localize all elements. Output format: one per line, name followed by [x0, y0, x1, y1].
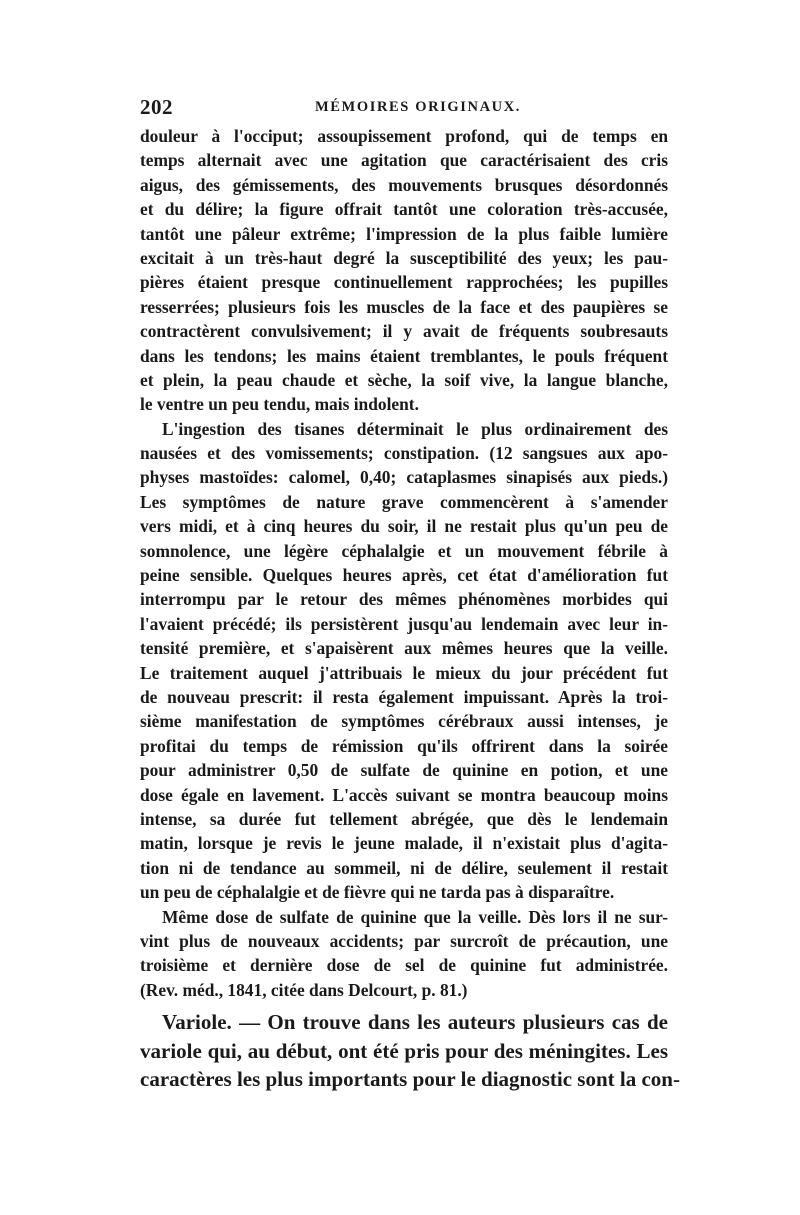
running-head [140, 95, 668, 121]
text-line: pour administrer 0,50 de sulfate de quinine en potion, et une [140, 760, 668, 781]
text-line: l'avaient précédé; ils persistèrent jusqu'au lendemain avec leur in- [140, 613, 668, 634]
section-line: variole qui, au début, ont été pris pour des méningites. Les [140, 1038, 668, 1063]
text-line: pières étaient presque continuellement rapprochées; les pupilles [140, 272, 668, 293]
section-line: caractères les plus importants pour le diagnostic sont la con- [140, 1067, 680, 1092]
text-line: tion ni de tendance au sommeil, ni de délire, seulement il restait [140, 857, 668, 878]
text-line: dans les tendons; les mains étaient tremblantes, le pouls fréquent [140, 345, 668, 366]
text-line: vint plus de nouveaux accidents; par surcroît de précaution, une [140, 930, 668, 951]
page-number: 202 [140, 95, 173, 119]
text-line: profitai du temps de rémission qu'ils offrirent dans la soirée [140, 735, 668, 756]
text-line: dose égale en lavement. L'accès suivant se montra beaucoup moins [140, 784, 668, 805]
running-title: MÉMOIRES ORIGINAUX. [315, 99, 522, 115]
text-line: le ventre un peu tendu, mais indolent. [140, 394, 419, 415]
paragraph-3 [140, 905, 668, 1003]
text-line: intense, sa durée fut tellement abrégée, que dès le lendemain [140, 808, 668, 829]
section-line: Variole. — On trouve dans les auteurs plusieurs cas de [162, 1010, 668, 1035]
text-line: excitait à un très-haut degré la susceptibilité des yeux; les pau- [140, 247, 668, 268]
text-line: matin, lorsque je revis le jeune malade, il n'existait plus d'agita- [140, 833, 668, 854]
text-line: somnolence, une légère céphalalgie et un mouvement fébrile à [140, 540, 668, 561]
text-line: peine sensible. Quelques heures après, cet état d'amélioration fut [140, 565, 668, 586]
text-line: sième manifestation de symptômes cérébraux aussi intenses, je [140, 711, 668, 732]
text-line: aigus, des gémissements, des mouvements brusques désordonnés [140, 174, 668, 195]
text-line: troisième et dernière dose de sel de quinine fut administrée. [140, 955, 668, 976]
text-line: et plein, la peau chaude et sèche, la soif vive, la langue blanche, [140, 369, 668, 390]
text-line: interrompu par le retour des mêmes phénomènes morbides qui [140, 589, 668, 610]
text-line: vers midi, et à cinq heures du soir, il ne restait plus qu'un peu de [140, 516, 668, 537]
text-line: physes mastoïdes: calomel, 0,40; cataplasmes sinapisés aux pieds.) [140, 467, 668, 488]
paragraph-1 [140, 124, 668, 417]
text-line: contractèrent convulsivement; il y avait de fréquents soubresauts [140, 321, 668, 342]
paragraph-2 [140, 417, 668, 905]
text-line: tantôt une pâleur extrême; l'impression de la plus faible lumière [140, 223, 668, 244]
text-line: Même dose de sulfate de quinine que la veille. Dès lors il ne sur- [162, 906, 668, 927]
text-line: temps alternait avec une agitation que caractérisaient des cris [140, 150, 668, 171]
text-line: tensité première, et s'apaisèrent aux mêmes heures que la veille. [140, 638, 668, 659]
text-line: de nouveau prescrit: il resta également impuissant. Après la troi- [140, 686, 668, 707]
text-line: L'ingestion des tisanes déterminait le plus ordinairement des [162, 418, 668, 439]
text-line: Le traitement auquel j'attribuais le mieux du jour précédent fut [140, 662, 668, 683]
text-line: Les symptômes de nature grave commencèrent à s'amender [140, 491, 668, 512]
text-line: resserrées; plusieurs fois les muscles de la face et des paupières se [140, 296, 668, 317]
text-line: nausées et des vomissements; constipation. (12 sangsues aux apo- [140, 443, 668, 464]
text-line: douleur à l'occiput; assoupissement profond, qui de temps en [140, 126, 668, 146]
body-text [140, 124, 680, 1094]
citation-line: (Rev. méd., 1841, citée dans Delcourt, p. 81.) [140, 979, 468, 1000]
text-line: et du délire; la figure offrait tantôt une coloration très-accusée, [140, 199, 668, 220]
section-variole [140, 1008, 680, 1094]
text-line: un peu de céphalalgie et de fièvre qui ne tarda pas à disparaître. [140, 882, 615, 903]
